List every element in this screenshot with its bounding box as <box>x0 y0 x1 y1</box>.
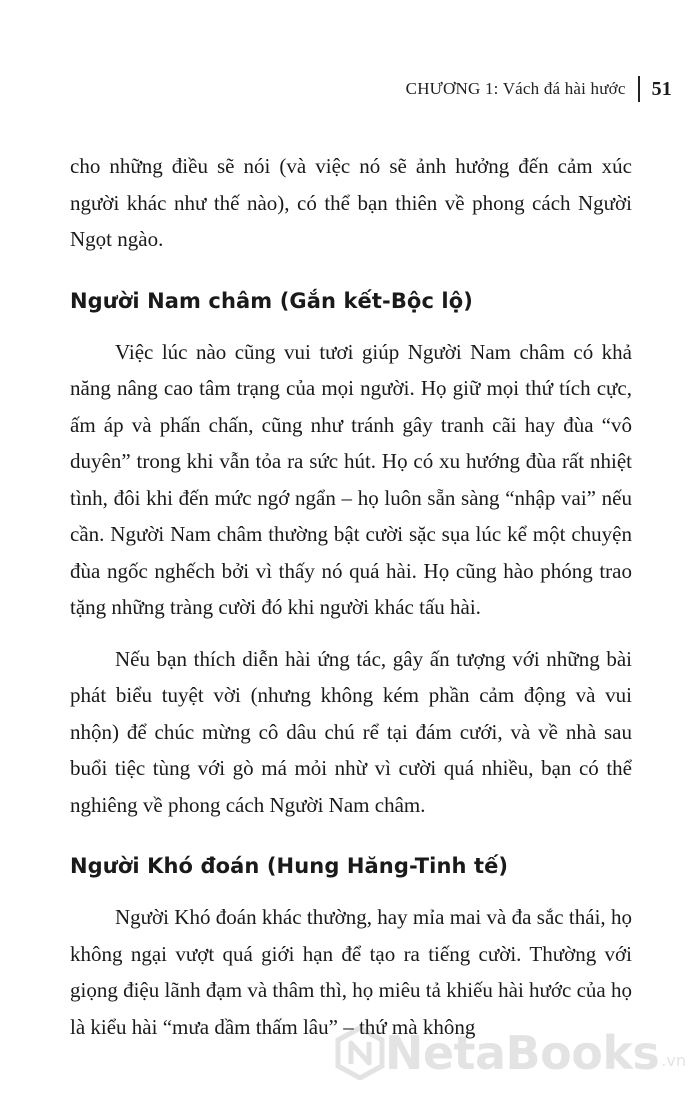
running-header <box>406 76 672 102</box>
paragraph-magnet-description: Việc lúc nào cũng vui tươi giúp Người Nam châm có khả năng nâng cao tâm trạng của mọi người. Họ giữ mọi thứ tích cực, ấm áp và phấn chấn, cũng như tránh gây tranh cãi hay đùa “vô duyên” trong khi vẫn tỏa ra sức hút. Họ có xu hướng đùa rất nhiệt tình, đôi khi đến mức ngớ ngẩn – họ luôn sẵn sàng “nhập vai” nếu cần. Người Nam châm thường bật cười sặc sụa lúc kể một chuyện đùa ngốc nghếch bởi vì thấy nó quá hài. Họ cũng hào phóng trao tặng những tràng cười đó khi người khác tấu hài. <box>70 339 632 619</box>
paragraph-unpredictable-description: Người Khó đoán khác thường, hay mỉa mai và đa sắc thái, họ không ngại vượt quá giới hạn để tạo ra tiếng cười. Thường với giọng điệu lãnh đạm và thâm thì, họ miêu tả khiếu hài hước của họ là kiểu hài “mưa dầm thấm lâu” – thứ mà không <box>70 905 632 1039</box>
header-divider <box>638 76 640 102</box>
section-heading-magnet: Người Nam châm (Gắn kết-Bộc lộ) <box>70 288 473 313</box>
watermark-suffix: .vn <box>661 1050 686 1070</box>
watermark-text: NetaBooks <box>384 1026 660 1080</box>
watermark-logo <box>335 1026 686 1080</box>
paragraph-continued: cho những điều sẽ nói (và việc nó sẽ ảnh hưởng đến cảm xúc người khác như thế nào), có thể bạn thiên về phong cách Người Ngọt ngào. <box>70 154 632 251</box>
section-heading-unpredictable: Người Khó đoán (Hung Hăng-Tinh tế) <box>70 854 509 878</box>
chapter-title: CHƯƠNG 1: Vách đá hài hước <box>405 79 626 98</box>
page-body <box>70 148 632 1045</box>
netabooks-logo-icon <box>335 1026 385 1080</box>
paragraph-magnet-summary: Nếu bạn thích diễn hài ứng tác, gây ấn tượng với những bài phát biểu tuyệt vời (nhưng không kém phần cảm động và vui nhộn) để chúc mừng cô dâu chú rể tại đám cưới, và về nhà sau buổi tiệc tùng với gò má mỏi nhừ vì cười quá nhiều, bạn có thể nghiêng về phong cách Người Nam châm. <box>70 646 632 817</box>
page-number: 51 <box>651 77 672 100</box>
